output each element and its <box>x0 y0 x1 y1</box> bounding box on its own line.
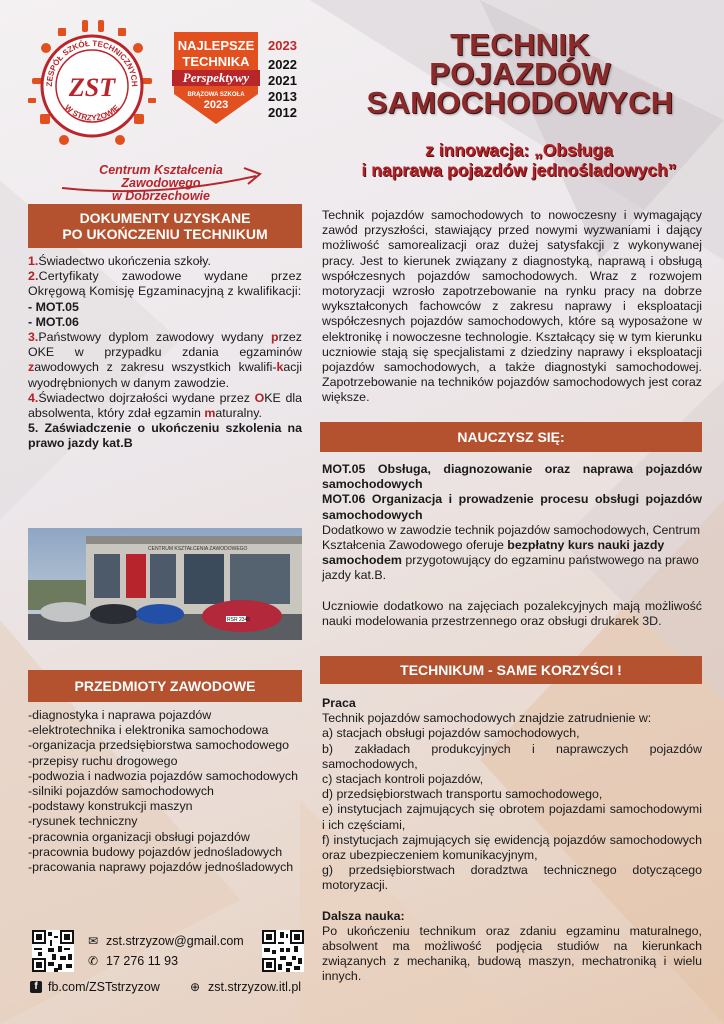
svg-text:CENTRUM KSZTAŁCENIA ZAWODOWEGO: CENTRUM KSZTAŁCENIA ZAWODOWEGO <box>148 546 248 552</box>
phone-text[interactable]: 17 276 11 93 <box>106 954 179 968</box>
driving-course-text <box>322 523 702 584</box>
globe-icon: ⊕ <box>189 980 201 994</box>
item-text: Świadectwo ukończenia szkoły. <box>38 254 211 268</box>
item-text: KE dla absolwenta, który zdał egzamin <box>28 390 302 421</box>
list-item: g) przedsiębiorstwach doradztwa technicznego dotyczącego motoryzacji. <box>322 863 702 893</box>
list-item: -podstawy konstrukcji maszyn <box>28 799 193 814</box>
list-item: -diagnostyka i naprawa pojazdów <box>28 708 212 722</box>
contact-email[interactable] <box>86 934 244 948</box>
list-item <box>28 330 302 391</box>
list-item <box>28 269 302 299</box>
ranking-years <box>268 38 312 121</box>
qualification-mot05: - MOT.05 <box>28 299 79 314</box>
svg-text:NAJLEPSZE: NAJLEPSZE <box>177 38 255 53</box>
documents-list <box>28 254 302 452</box>
list-item: -silniki pojazdów samochodowych <box>28 784 214 799</box>
ckz-logo <box>58 158 264 203</box>
item-text: aturalny. <box>215 406 262 421</box>
item-number: 2. <box>28 269 39 284</box>
study-text: Po ukończeniu technikum oraz zdaniu egzaminu maturalnego, absolwent ma możliwość podjęcia studiów na kierunkach związanych z mechaniką, budową maszyn, mechatroniką i wielu innych. <box>322 923 702 984</box>
email-text[interactable]: zst.strzyzow@gmail.com <box>106 934 244 948</box>
list-item: -pracowania naprawy pojazdów jednośladowych <box>28 860 294 875</box>
benefits-heading: TECHNIKUM - SAME KORZYŚCI ! <box>320 656 702 684</box>
list-item: f) instytucjach zajmujących się ewidencją pojazdów samochodowych oraz ubezpieczeniem komunikacyjnym, <box>322 832 702 863</box>
envelope-icon: ✉ <box>87 934 99 948</box>
subtitle-line: z innowacja: „Obsługa <box>425 140 613 160</box>
list-item: 5. Zaświadczenie o ukończeniu szkolenia na prawo jazdy kat.B <box>28 421 302 451</box>
item-text: Świadectwo dojrzałości wydane przez <box>38 390 255 405</box>
work-title: Praca <box>322 696 356 710</box>
paragraph-text: przygotowujący do egzaminu państwowego na prawo jazdy kat.B. <box>322 553 699 583</box>
year-label: 2022 <box>268 57 297 72</box>
svg-text:TECHNIKA: TECHNIKA <box>182 54 250 69</box>
list-item: c) stacjach kontroli pojazdów, <box>322 772 484 787</box>
school-logo <box>24 18 160 154</box>
facebook-icon: f <box>30 981 42 993</box>
learn-heading: NAUCZYSZ SIĘ: <box>320 422 702 452</box>
phone-icon: ✆ <box>87 954 99 968</box>
title-line: SAMOCHODOWYCH <box>366 85 674 120</box>
facebook-link[interactable]: fb.com/ZSTstrzyzow <box>48 980 160 994</box>
contact-phone[interactable] <box>86 954 178 968</box>
item-text: z <box>28 360 35 375</box>
subjects-list <box>28 708 298 875</box>
documents-heading <box>28 204 302 248</box>
svg-text:ZESPÓŁ SZKÓŁ TECHNICZNYCH: ZESPÓŁ SZKÓŁ TECHNICZNYCH <box>44 38 140 87</box>
item-text: m <box>204 406 216 421</box>
list-item: b) zakładach produkcyjnych i naprawczych pojazdów samochodowych, <box>322 741 702 771</box>
item-text: O <box>254 390 265 405</box>
item-text: p <box>271 330 279 345</box>
qualification-mot05: MOT.05 Obsługa, diagnozowanie oraz naprawa pojazdów samochodowych <box>322 462 702 492</box>
work-intro: Technik pojazdów samochodowych znajdzie zatrudnienie w: <box>322 711 652 726</box>
heading-line: DOKUMENTY UZYSKANE <box>79 210 251 226</box>
list-item: -rysunek techniczny <box>28 814 138 829</box>
svg-text:W STRZYŻOWIE: W STRZYŻOWIE <box>62 103 122 123</box>
svg-text:BRĄZOWA SZKOŁA: BRĄZOWA SZKOŁA <box>187 92 245 98</box>
title-line: POJAZDÓW <box>429 56 611 91</box>
svg-text:RSR 2345: RSR 2345 <box>227 617 251 623</box>
item-number: 3. <box>28 330 39 345</box>
learn-content <box>322 462 702 629</box>
title-line: TECHNIK <box>450 27 590 62</box>
school-building-photo <box>28 528 302 640</box>
item-text: awodowych z zakresu wszystkich kwalifi- <box>34 360 277 375</box>
year-label: 2023 <box>268 38 297 53</box>
list-item: -podwozia i nadwozia pojazdów samochodowych <box>28 768 298 783</box>
list-item: -pracownia organizacji obsługi pojazdów <box>28 829 250 844</box>
svg-text:Perspektywy: Perspektywy <box>182 70 250 85</box>
award-badge <box>168 28 264 128</box>
list-item: -przepisy ruchu drogowego <box>28 753 178 768</box>
page-title <box>332 27 708 120</box>
svg-text:2023: 2023 <box>203 99 229 111</box>
list-item: -elektrotechnika i elektronika samochodowa <box>28 723 269 738</box>
item-text: rzez OKE w przypadku zdania egzaminów <box>28 330 302 360</box>
contact-website[interactable] <box>188 980 301 994</box>
item-number: 4. <box>28 390 39 405</box>
item-number: 1. <box>28 254 39 268</box>
qualification-mot06: - MOT.06 <box>28 314 79 329</box>
intro-paragraph: Technik pojazdów samochodowych to nowoczesny i wymagający zawód przyszłości, stawiający przed nowymi wyzwaniami i dający możliwość samorealizacji oraz dużej satysfakcji z wykonywanej pracy. Jest to kierunek związany z diagnostyką, naprawą i obsługą współczesnych pojazdów samochodowych. Wraz z rozwojem motoryzacji wzrosło zapotrzebowanie na rynku pracy na dobrze wykształconych fachowców z zakresu naprawy i eksploatacji współczesnych pojazdów samochodowych, które są wyposażone w elektronikę i nowoczesne technologie. Kształcący się w tym kierunku uczniowie stają się specjalistami z dziedziny naprawy i eksploatacji pojazdów samochodowych, a także diagnostyki samochodowej. Zapotrzebowanie na techników pojazdów samochodowych jest coraz większe. <box>322 208 702 405</box>
study-title: Dalsza nauka: <box>322 908 405 923</box>
paragraph-text: Dodatkowo w zawodzie technik pojazdów samochodowych, Centrum Kształcenia Zawodowego oferuje <box>322 522 701 553</box>
list-item: e) instytucjach zajmujących się obrotem pojazdami samochodowymi i ich częściami, <box>322 802 702 832</box>
list-item <box>28 254 302 269</box>
extracurricular-text: Uczniowie dodatkowo na zajęciach pozalekcyjnych mają możliwość nauki modelowania przestrzennego oraz obsługi drukarek 3D. <box>322 598 702 628</box>
website-link[interactable]: zst.strzyzow.itl.pl <box>208 980 302 994</box>
year-label: 2021 <box>268 73 297 88</box>
heading-line: PO UKOŃCZENIU TECHNIKUM <box>62 226 268 242</box>
qualification-mot06: MOT.06 Organizacja i prowadzenie procesu obsługi pojazdów samochodowych <box>322 492 702 522</box>
ckz-location: w Dobrzechowie <box>112 189 210 203</box>
list-item: -organizacja przedsiębiorstwa samochodowego <box>28 738 290 753</box>
paragraph-emphasis: bezpłatny kurs nauki jazdy samochodem <box>322 538 665 568</box>
qr-code[interactable] <box>262 930 304 972</box>
subtitle-line: i naprawa pojazdów jednośladowych” <box>361 160 677 180</box>
item-text: k <box>276 360 284 375</box>
qr-code[interactable] <box>32 930 74 972</box>
item-text: Certyfikaty zawodowe wydane przez Okręgową Komisję Egzaminacyjną z kwalifikacji: <box>28 269 302 299</box>
year-label: 2012 <box>268 105 297 120</box>
ckz-name: Centrum Kształcenia Zawodowego <box>99 163 223 190</box>
list-item: -pracownia budowy pojazdów jednośladowych <box>28 844 283 859</box>
subjects-heading: PRZEDMIOTY ZAWODOWE <box>28 670 302 702</box>
contact-facebook[interactable] <box>30 980 160 994</box>
page-subtitle <box>330 140 708 180</box>
item-text: acji wyodrębnionych w danym zawodzie. <box>28 360 302 390</box>
list-item <box>28 391 302 421</box>
benefits-content <box>322 696 702 985</box>
item-text: Państwowy dyplom zawodowy wydany <box>38 330 271 345</box>
year-label: 2013 <box>268 89 297 104</box>
list-item: a) stacjach obsługi pojazdów samochodowych, <box>322 726 580 741</box>
logo-monogram: ZST <box>68 73 116 102</box>
list-item: d) przedsiębiorstwach transportu samochodowego, <box>322 787 603 802</box>
